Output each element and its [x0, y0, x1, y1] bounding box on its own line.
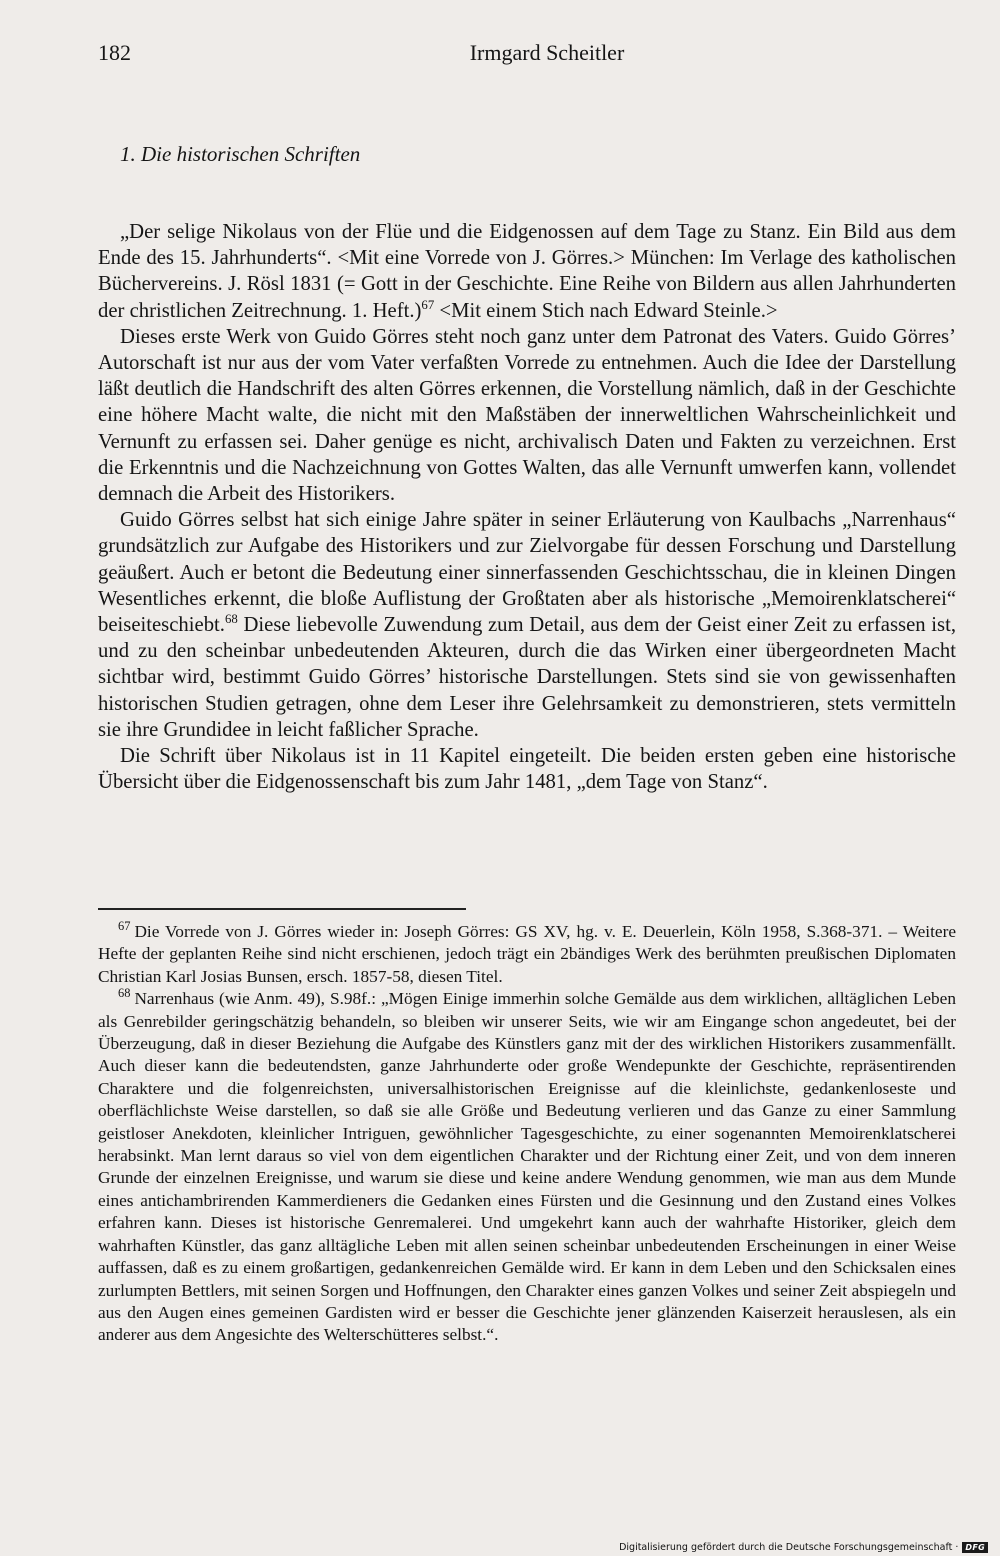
- paragraph-1-tail: <Mit einem Stich nach Edward Steinle.>: [434, 299, 778, 322]
- page-number: 182: [98, 40, 131, 65]
- footnote-number: 67: [118, 919, 131, 934]
- paragraph-3-text: Guido Görres selbst hat sich einige Jahre später in seiner Erläuterung von Kaulbachs „Narrenhaus“ grundsätzlich zur Aufgabe des Historikers und zur Zielvorgabe für dessen Forschung und Darstellung geäußert. Auch er betont die Bedeutung einer sinnerfassenden Geschichtsschau, die in kleinen Dingen Wesentliches erkennt, die bloße Auflistung der Großtaten aber als historische „Memoirenklatscherei“ beiseiteschiebt.: [98, 509, 956, 637]
- paragraph-4: Die Schrift über Nikolaus ist in 11 Kapitel eingeteilt. Die beiden ersten geben eine historische Übersicht über die Eidgenossenschaft bis zum Jahr 1481, „dem Tage von Stanz“.: [98, 745, 956, 794]
- paragraph-1-text: „Der selige Nikolaus von der Flüe und die Eidgenossen auf dem Tage zu Stanz. Ein Bild aus dem Ende des 15. Jahrhunderts“. <Mit eine Vorrede von J. Görres.> München: Im Verlage des katholischen Büchervereins. J. Rösl 1831 (= Gott in der Geschichte. Eine Reihe von Bildern aus allen Jahrhunderten der christlichen Zeitrechnung. 1. Heft.): [98, 221, 956, 322]
- footnotes: [98, 921, 956, 1347]
- running-head: Irmgard Scheitler: [469, 40, 625, 65]
- footnote-ref-67[interactable]: 67: [421, 297, 435, 312]
- footnote-ref-68[interactable]: 68: [224, 612, 238, 627]
- section-heading: 1. Die historischen Schriften: [120, 142, 361, 166]
- paragraph-3-tail: Diese liebevolle Zuwendung zum Detail, aus dem der Geist einer Zeit zu erfassen ist, und zu den scheinbar unbedeutenden Akteuren, durch die das Wirken einer übergeordneten Macht sichtbar wird, bestimmt Guido Görres’ historische Darstellungen. Stets sind sie von gewissenhaften historischen Studien getragen, ohne dem Leser ihre Gelehrsamkeit zu demonstrieren, stets vermitteln sie ihre Grundidee in leicht faßlicher Sprache.: [98, 614, 956, 741]
- footnote-text: Narrenhaus (wie Anm. 49), S.98f.: „Mögen Einige immerhin solche Gemälde aus dem wirklichen, alltäglichen Leben als Genrebilder geringschätzig behandeln, so bleiben wir unserer Seits, wie wir am Eingange schon angedeutet, bei der Überzeugung, daß in dieser Beziehung die Aufgabe des Künstlers ganz mit der des wirklichen Historikers zusammenfällt. Auch dieser kann die bedeutendsten, ganze Jahrhunderte oder große Wendepunkte der Geschichte, repräsentirenden Charaktere und die folgenreichsten, universalhistorischen Ereignisse auf die kleinlichste, gedankenloseste und oberflächlichste Weise darstellen, so daß sie alle Größe und Bedeutung verlieren und das Ganze zu einer Sammlung geistloser Anekdoten, kleinlicher Intriguen, gewöhnlicher Tagesgeschichte, zu einer sogenannten Memoirenklatscherei herabsinkt. Man lernt daraus so viel von dem eigentlichen Charakter und der Richtung einer Zeit, und von dem inneren Grunde der einzelnen Ereignisse, und warum sie diese und keine andere Wendung genommen, wie man aus dem Munde eines antichambrirenden Kammerdieners die Gedanken eines Fürsten und die Gesinnung und den Zustand eines Volkes erfahren kann. Dieses ist historische Genremalerei. Und umgekehrt kann auch der wahrhafte Historiker, gleich dem wahrhaften Künstler, das ganz alltägliche Leben mit allen seinen scheinbar unbedeutenden Erscheinungen in einer Weise auffassen, daß es zu einem großartigen, gedankenreichen Gemälde wird. Er kann in dem Leben und den Schicksalen eines zurlumpten Bettlers, mit seinen Sorgen und Hoffnungen, den Charakter eines ganzen Volkes und seiner Zeit abspiegeln und aus den Augen eines gemeinen Gardisten wird er besser die Geschichte jener glänzenden Kaiserzeit herauslesen, als ein anderer aus dem Angesichte des Welterschütteres selbst.“.: [98, 989, 956, 1345]
- footnote-divider: [98, 908, 466, 910]
- page-header: [98, 40, 956, 74]
- footnote-68: [98, 988, 956, 1347]
- footnote-text: Die Vorrede von J. Görres wieder in: Joseph Görres: GS XV, hg. v. E. Deuerlein, Köln 1958, S.368-371. – Weitere Hefte der geplanten Reihe sind nicht erschienen, jedoch trägt ein 2bändiges Werk des berühmten preußischen Diplomaten Christian Karl Josias Bunsen, ersch. 1857-58, diesen Titel.: [98, 922, 956, 986]
- footnote-67: [98, 921, 956, 988]
- dfg-logo: DFG: [962, 1542, 988, 1553]
- digitization-note: Digitalisierung gefördert durch die Deutsche Forschungsgemeinschaft ·: [619, 1542, 959, 1553]
- footnote-number: 68: [118, 986, 131, 1001]
- paragraph-1: [98, 219, 956, 324]
- digitization-credit: [619, 1542, 988, 1553]
- paragraph-2: Dieses erste Werk von Guido Görres steht noch ganz unter dem Patronat des Vaters. Guido Görres’ Autorschaft ist nur aus der vom Vater verfaßten Vorrede zu entnehmen. Auch die Idee der Darstellung läßt deutlich die Handschrift des alten Görres erkennen, die Vorstellung nämlich, daß in der Geschichte eine höhere Macht walte, die nicht mit den Maßstäben der innerweltlichen Wahrscheinlichkeit und Vernunft zu erfassen sei. Daher genüge es nicht, archivalisch Daten und Fakten zu verzeichnen. Erst die Erkenntnis und die Nachzeichnung von Gottes Walten, das alle Vernunft umwerfen kann, vollendet demnach die Arbeit des Historikers.: [98, 325, 956, 506]
- paragraph-3: [98, 507, 956, 743]
- body-text: [98, 219, 956, 795]
